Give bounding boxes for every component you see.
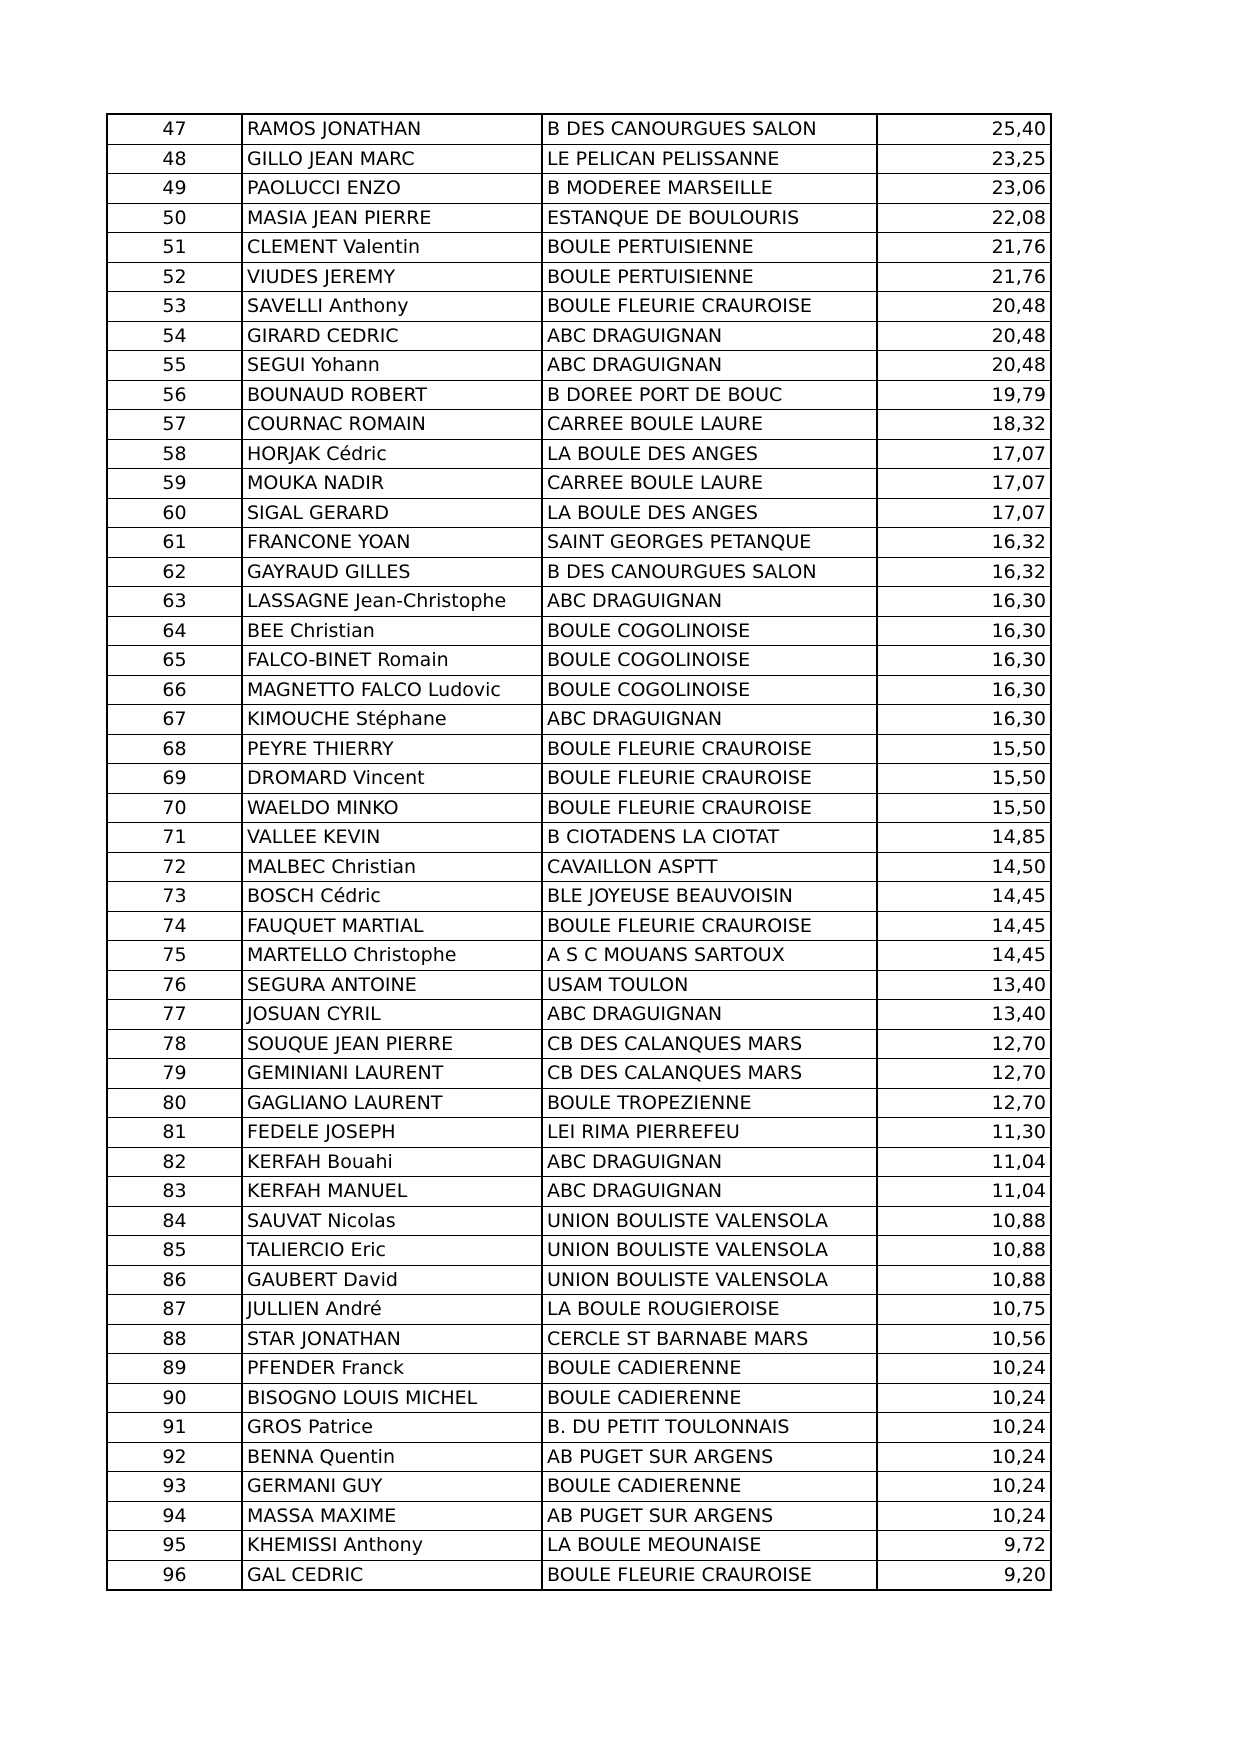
score-cell: 16,30 (877, 705, 1051, 735)
player-name-cell: KIMOUCHE Stéphane (242, 705, 542, 735)
score-cell: 22,08 (877, 203, 1051, 233)
player-name-cell: MASIA JEAN PIERRE (242, 203, 542, 233)
rank-cell: 86 (107, 1265, 242, 1295)
rank-cell: 62 (107, 557, 242, 587)
table-row (107, 292, 1051, 322)
rank-cell: 80 (107, 1088, 242, 1118)
club-cell: LE PELICAN PELISSANNE (542, 144, 877, 174)
club-cell: ESTANQUE DE BOULOURIS (542, 203, 877, 233)
table-row (107, 616, 1051, 646)
player-name-cell: CLEMENT Valentin (242, 233, 542, 263)
club-cell: BOULE CADIERENNE (542, 1472, 877, 1502)
score-cell: 10,24 (877, 1413, 1051, 1443)
score-cell: 10,56 (877, 1324, 1051, 1354)
score-cell: 14,45 (877, 911, 1051, 941)
player-name-cell: DROMARD Vincent (242, 764, 542, 794)
rank-cell: 85 (107, 1236, 242, 1266)
table-row (107, 911, 1051, 941)
table-row (107, 734, 1051, 764)
player-name-cell: MOUKA NADIR (242, 469, 542, 499)
table-row (107, 233, 1051, 263)
rank-cell: 78 (107, 1029, 242, 1059)
rank-cell: 88 (107, 1324, 242, 1354)
score-cell: 11,04 (877, 1147, 1051, 1177)
club-cell: CAVAILLON ASPTT (542, 852, 877, 882)
player-name-cell: JOSUAN CYRIL (242, 1000, 542, 1030)
rank-cell: 61 (107, 528, 242, 558)
rank-cell: 83 (107, 1177, 242, 1207)
score-cell: 12,70 (877, 1088, 1051, 1118)
player-name-cell: MASSA MAXIME (242, 1501, 542, 1531)
club-cell: BOULE COGOLINOISE (542, 646, 877, 676)
player-name-cell: GAGLIANO LAURENT (242, 1088, 542, 1118)
score-cell: 20,48 (877, 292, 1051, 322)
table-row (107, 1206, 1051, 1236)
club-cell: LA BOULE DES ANGES (542, 498, 877, 528)
score-cell: 12,70 (877, 1059, 1051, 1089)
score-cell: 10,24 (877, 1383, 1051, 1413)
rank-cell: 92 (107, 1442, 242, 1472)
score-cell: 17,07 (877, 498, 1051, 528)
table-row (107, 498, 1051, 528)
score-cell: 18,32 (877, 410, 1051, 440)
player-name-cell: GAYRAUD GILLES (242, 557, 542, 587)
score-cell: 17,07 (877, 469, 1051, 499)
score-cell: 21,76 (877, 233, 1051, 263)
rank-cell: 91 (107, 1413, 242, 1443)
score-cell: 16,30 (877, 675, 1051, 705)
ranking-table (106, 113, 1052, 1591)
rank-cell: 69 (107, 764, 242, 794)
score-cell: 21,76 (877, 262, 1051, 292)
player-name-cell: GERMANI GUY (242, 1472, 542, 1502)
club-cell: SAINT GEORGES PETANQUE (542, 528, 877, 558)
table-row (107, 203, 1051, 233)
player-name-cell: SEGUI Yohann (242, 351, 542, 381)
rank-cell: 77 (107, 1000, 242, 1030)
score-cell: 14,45 (877, 882, 1051, 912)
table-row (107, 1059, 1051, 1089)
club-cell: B DOREE PORT DE BOUC (542, 380, 877, 410)
score-cell: 12,70 (877, 1029, 1051, 1059)
table-row (107, 852, 1051, 882)
table-row (107, 1147, 1051, 1177)
rank-cell: 60 (107, 498, 242, 528)
player-name-cell: COURNAC ROMAIN (242, 410, 542, 440)
club-cell: B. DU PETIT TOULONNAIS (542, 1413, 877, 1443)
club-cell: BOULE FLEURIE CRAUROISE (542, 292, 877, 322)
club-cell: BOULE FLEURIE CRAUROISE (542, 734, 877, 764)
rank-cell: 93 (107, 1472, 242, 1502)
score-cell: 11,30 (877, 1118, 1051, 1148)
rank-cell: 75 (107, 941, 242, 971)
rank-cell: 71 (107, 823, 242, 853)
rank-cell: 90 (107, 1383, 242, 1413)
club-cell: BOULE CADIERENNE (542, 1383, 877, 1413)
score-cell: 16,30 (877, 646, 1051, 676)
table-row (107, 321, 1051, 351)
table-row (107, 587, 1051, 617)
score-cell: 15,50 (877, 734, 1051, 764)
player-name-cell: MAGNETTO FALCO Ludovic (242, 675, 542, 705)
table-row (107, 1501, 1051, 1531)
table-row (107, 882, 1051, 912)
player-name-cell: VIUDES JEREMY (242, 262, 542, 292)
club-cell: AB PUGET SUR ARGENS (542, 1501, 877, 1531)
table-row (107, 823, 1051, 853)
club-cell: ABC DRAGUIGNAN (542, 321, 877, 351)
player-name-cell: GAL CEDRIC (242, 1560, 542, 1590)
table-row (107, 1177, 1051, 1207)
club-cell: CB DES CALANQUES MARS (542, 1059, 877, 1089)
club-cell: BOULE FLEURIE CRAUROISE (542, 1560, 877, 1590)
player-name-cell: GROS Patrice (242, 1413, 542, 1443)
table-row (107, 1295, 1051, 1325)
player-name-cell: MARTELLO Christophe (242, 941, 542, 971)
club-cell: ABC DRAGUIGNAN (542, 351, 877, 381)
rank-cell: 56 (107, 380, 242, 410)
player-name-cell: TALIERCIO Eric (242, 1236, 542, 1266)
score-cell: 15,50 (877, 793, 1051, 823)
rank-cell: 48 (107, 144, 242, 174)
player-name-cell: SOUQUE JEAN PIERRE (242, 1029, 542, 1059)
table-row (107, 351, 1051, 381)
player-name-cell: GILLO JEAN MARC (242, 144, 542, 174)
table-row (107, 469, 1051, 499)
club-cell: BOULE FLEURIE CRAUROISE (542, 911, 877, 941)
rank-cell: 47 (107, 114, 242, 144)
table-row (107, 970, 1051, 1000)
club-cell: LA BOULE ROUGIEROISE (542, 1295, 877, 1325)
rank-cell: 68 (107, 734, 242, 764)
rank-cell: 73 (107, 882, 242, 912)
rank-cell: 94 (107, 1501, 242, 1531)
score-cell: 13,40 (877, 970, 1051, 1000)
club-cell: LEI RIMA PIERREFEU (542, 1118, 877, 1148)
table-row (107, 1088, 1051, 1118)
table-row (107, 1531, 1051, 1561)
player-name-cell: FAUQUET MARTIAL (242, 911, 542, 941)
rank-cell: 79 (107, 1059, 242, 1089)
table-row (107, 793, 1051, 823)
club-cell: BOULE PERTUISIENNE (542, 262, 877, 292)
rank-cell: 67 (107, 705, 242, 735)
score-cell: 10,88 (877, 1236, 1051, 1266)
ranking-table-body (107, 114, 1051, 1590)
table-row (107, 1442, 1051, 1472)
club-cell: CARREE BOULE LAURE (542, 410, 877, 440)
player-name-cell: GEMINIANI LAURENT (242, 1059, 542, 1089)
club-cell: UNION BOULISTE VALENSOLA (542, 1236, 877, 1266)
table-row (107, 675, 1051, 705)
table-row (107, 380, 1051, 410)
rank-cell: 72 (107, 852, 242, 882)
table-row (107, 1472, 1051, 1502)
rank-cell: 54 (107, 321, 242, 351)
rank-cell: 55 (107, 351, 242, 381)
club-cell: BOULE FLEURIE CRAUROISE (542, 764, 877, 794)
table-row (107, 174, 1051, 204)
rank-cell: 87 (107, 1295, 242, 1325)
club-cell: ABC DRAGUIGNAN (542, 587, 877, 617)
club-cell: BOULE FLEURIE CRAUROISE (542, 793, 877, 823)
table-row (107, 1560, 1051, 1590)
rank-cell: 58 (107, 439, 242, 469)
player-name-cell: KERFAH Bouahi (242, 1147, 542, 1177)
player-name-cell: VALLEE KEVIN (242, 823, 542, 853)
rank-cell: 49 (107, 174, 242, 204)
score-cell: 10,24 (877, 1472, 1051, 1502)
club-cell: BOULE COGOLINOISE (542, 675, 877, 705)
club-cell: BOULE TROPEZIENNE (542, 1088, 877, 1118)
score-cell: 10,88 (877, 1265, 1051, 1295)
score-cell: 16,32 (877, 528, 1051, 558)
player-name-cell: BENNA Quentin (242, 1442, 542, 1472)
player-name-cell: FALCO-BINET Romain (242, 646, 542, 676)
rank-cell: 57 (107, 410, 242, 440)
player-name-cell: BISOGNO LOUIS MICHEL (242, 1383, 542, 1413)
table-row (107, 1000, 1051, 1030)
rank-cell: 96 (107, 1560, 242, 1590)
club-cell: B DES CANOURGUES SALON (542, 114, 877, 144)
rank-cell: 53 (107, 292, 242, 322)
score-cell: 9,72 (877, 1531, 1051, 1561)
player-name-cell: RAMOS JONATHAN (242, 114, 542, 144)
club-cell: ABC DRAGUIGNAN (542, 705, 877, 735)
score-cell: 10,24 (877, 1442, 1051, 1472)
table-row (107, 764, 1051, 794)
table-row (107, 1354, 1051, 1384)
player-name-cell: KERFAH MANUEL (242, 1177, 542, 1207)
score-cell: 16,30 (877, 616, 1051, 646)
club-cell: UNION BOULISTE VALENSOLA (542, 1206, 877, 1236)
rank-cell: 89 (107, 1354, 242, 1384)
score-cell: 16,30 (877, 587, 1051, 617)
player-name-cell: GAUBERT David (242, 1265, 542, 1295)
score-cell: 17,07 (877, 439, 1051, 469)
table-row (107, 1265, 1051, 1295)
table-row (107, 528, 1051, 558)
score-cell: 23,06 (877, 174, 1051, 204)
score-cell: 10,24 (877, 1354, 1051, 1384)
club-cell: ABC DRAGUIGNAN (542, 1177, 877, 1207)
player-name-cell: STAR JONATHAN (242, 1324, 542, 1354)
player-name-cell: WAELDO MINKO (242, 793, 542, 823)
rank-cell: 52 (107, 262, 242, 292)
club-cell: UNION BOULISTE VALENSOLA (542, 1265, 877, 1295)
player-name-cell: SAVELLI Anthony (242, 292, 542, 322)
score-cell: 15,50 (877, 764, 1051, 794)
club-cell: A S C MOUANS SARTOUX (542, 941, 877, 971)
score-cell: 25,40 (877, 114, 1051, 144)
club-cell: BOULE CADIERENNE (542, 1354, 877, 1384)
rank-cell: 84 (107, 1206, 242, 1236)
club-cell: BOULE COGOLINOISE (542, 616, 877, 646)
table-row (107, 1413, 1051, 1443)
player-name-cell: FEDELE JOSEPH (242, 1118, 542, 1148)
score-cell: 23,25 (877, 144, 1051, 174)
player-name-cell: HORJAK Cédric (242, 439, 542, 469)
rank-cell: 63 (107, 587, 242, 617)
table-row (107, 114, 1051, 144)
player-name-cell: KHEMISSI Anthony (242, 1531, 542, 1561)
score-cell: 9,20 (877, 1560, 1051, 1590)
table-row (107, 144, 1051, 174)
table-row (107, 439, 1051, 469)
club-cell: BOULE PERTUISIENNE (542, 233, 877, 263)
score-cell: 19,79 (877, 380, 1051, 410)
rank-cell: 66 (107, 675, 242, 705)
score-cell: 20,48 (877, 351, 1051, 381)
score-cell: 14,45 (877, 941, 1051, 971)
table-row (107, 557, 1051, 587)
club-cell: B MODEREE MARSEILLE (542, 174, 877, 204)
club-cell: LA BOULE MEOUNAISE (542, 1531, 877, 1561)
player-name-cell: FRANCONE YOAN (242, 528, 542, 558)
score-cell: 10,75 (877, 1295, 1051, 1325)
player-name-cell: BOSCH Cédric (242, 882, 542, 912)
table-row (107, 646, 1051, 676)
club-cell: ABC DRAGUIGNAN (542, 1147, 877, 1177)
club-cell: AB PUGET SUR ARGENS (542, 1442, 877, 1472)
score-cell: 10,88 (877, 1206, 1051, 1236)
player-name-cell: PAOLUCCI ENZO (242, 174, 542, 204)
rank-cell: 81 (107, 1118, 242, 1148)
score-cell: 14,85 (877, 823, 1051, 853)
rank-cell: 74 (107, 911, 242, 941)
score-cell: 11,04 (877, 1177, 1051, 1207)
player-name-cell: LASSAGNE Jean-Christophe (242, 587, 542, 617)
score-cell: 20,48 (877, 321, 1051, 351)
table-row (107, 410, 1051, 440)
club-cell: CERCLE ST BARNABE MARS (542, 1324, 877, 1354)
club-cell: CB DES CALANQUES MARS (542, 1029, 877, 1059)
player-name-cell: PEYRE THIERRY (242, 734, 542, 764)
table-row (107, 941, 1051, 971)
rank-cell: 76 (107, 970, 242, 1000)
table-row (107, 1029, 1051, 1059)
rank-cell: 50 (107, 203, 242, 233)
player-name-cell: BOUNAUD ROBERT (242, 380, 542, 410)
table-row (107, 705, 1051, 735)
table-row (107, 1324, 1051, 1354)
score-cell: 16,32 (877, 557, 1051, 587)
club-cell: BLE JOYEUSE BEAUVOISIN (542, 882, 877, 912)
score-cell: 14,50 (877, 852, 1051, 882)
rank-cell: 70 (107, 793, 242, 823)
club-cell: B DES CANOURGUES SALON (542, 557, 877, 587)
player-name-cell: SIGAL GERARD (242, 498, 542, 528)
club-cell: CARREE BOULE LAURE (542, 469, 877, 499)
club-cell: ABC DRAGUIGNAN (542, 1000, 877, 1030)
rank-cell: 65 (107, 646, 242, 676)
table-row (107, 262, 1051, 292)
score-cell: 13,40 (877, 1000, 1051, 1030)
rank-cell: 64 (107, 616, 242, 646)
player-name-cell: SAUVAT Nicolas (242, 1206, 542, 1236)
club-cell: USAM TOULON (542, 970, 877, 1000)
player-name-cell: PFENDER Franck (242, 1354, 542, 1384)
player-name-cell: GIRARD CEDRIC (242, 321, 542, 351)
table-row (107, 1236, 1051, 1266)
player-name-cell: MALBEC Christian (242, 852, 542, 882)
rank-cell: 82 (107, 1147, 242, 1177)
rank-cell: 59 (107, 469, 242, 499)
club-cell: LA BOULE DES ANGES (542, 439, 877, 469)
table-row (107, 1383, 1051, 1413)
player-name-cell: JULLIEN André (242, 1295, 542, 1325)
player-name-cell: BEE Christian (242, 616, 542, 646)
player-name-cell: SEGURA ANTOINE (242, 970, 542, 1000)
club-cell: B CIOTADENS LA CIOTAT (542, 823, 877, 853)
rank-cell: 95 (107, 1531, 242, 1561)
table-row (107, 1118, 1051, 1148)
rank-cell: 51 (107, 233, 242, 263)
score-cell: 10,24 (877, 1501, 1051, 1531)
